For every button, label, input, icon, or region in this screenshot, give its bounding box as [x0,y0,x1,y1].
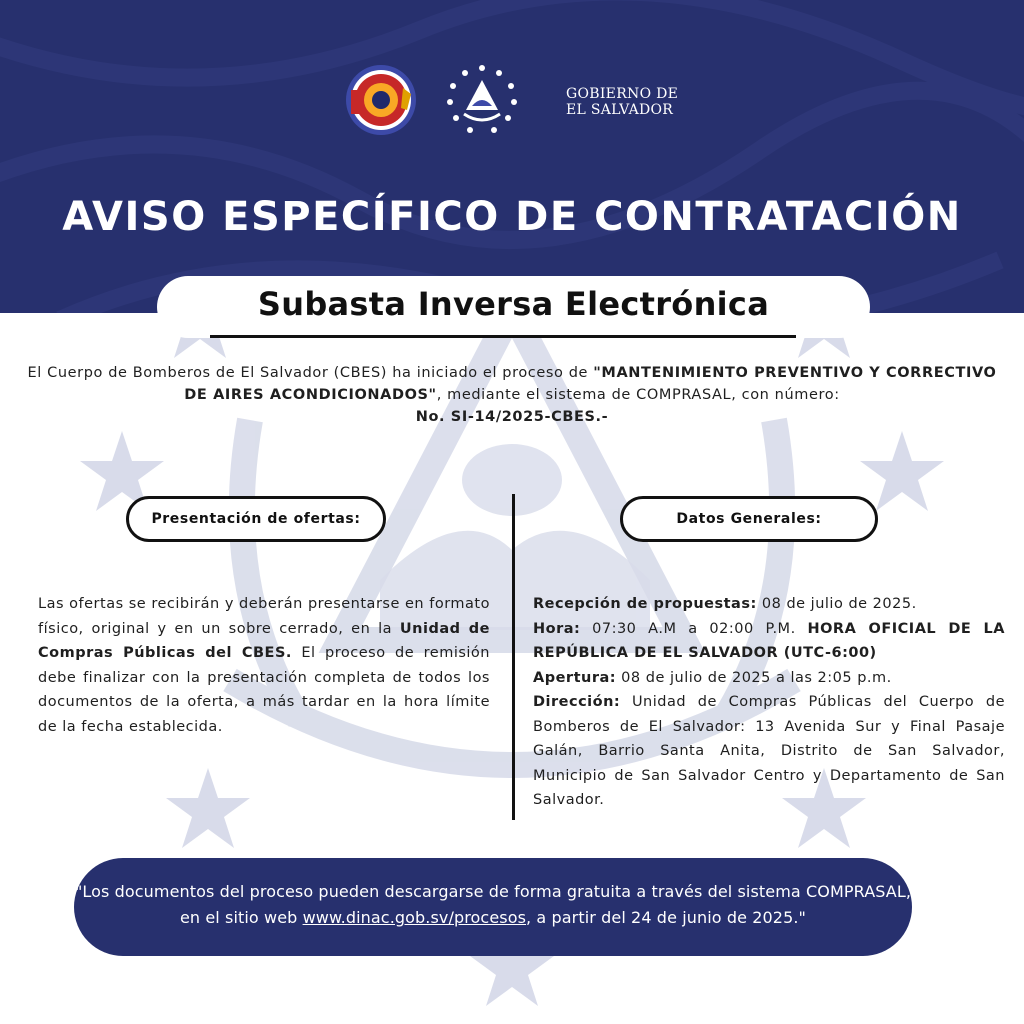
presentacion-text [38,592,490,739]
footer-text-1: "Los documentos del proceso pueden descargarse de forma gratuita a través del sistema COMPRASAL, en el sitio web [74,882,912,927]
direccion-row [533,690,1005,813]
intro-paragraph [20,362,1004,428]
footer-note [74,858,912,956]
hora-row [533,617,1005,666]
unidad-compras: Unidad de Compras Públicas del CBES. [38,620,490,661]
process-number: No. SI-14/2025-CBES.- [415,409,609,425]
presentacion-label: Presentación de ofertas: [126,496,386,542]
subtitle: Subasta Inversa Electrónica [257,285,770,323]
hora-label: Hora: [533,620,581,637]
subtitle-underline [210,335,796,338]
apertura-value: 08 de julio de 2025 a las 2:05 p.m. [616,669,892,686]
hora-oficial: HORA OFICIAL DE LA REPÚBLICA DE EL SALVADOR (UTC-6:00) [533,620,1005,661]
gobierno-line1: GOBIERNO DE [566,86,679,102]
recepcion-row [533,592,1005,617]
gobierno-line2: EL SALVADOR [566,102,674,118]
watermark-star-icon [860,431,944,511]
logo-row [0,62,1024,138]
procesos-link[interactable]: www.dinac.gob.sv/procesos [302,908,527,927]
bomberos-logo-icon [345,64,417,136]
apertura-label: Apertura: [533,669,617,686]
apertura-row [533,666,1005,691]
hora-value: 07:30 A.M a 02:00 P.M. [580,620,808,637]
direccion-value: Unidad de Compras Públicas del Cuerpo de Bomberos de El Salvador: 13 Avenida Sur y Final Pasaje Galán, Barrio Santa Anita, Distrito de San Salvador, Municipio de San Salvador Centro y Departamento de San Salvador. [533,694,1005,808]
intro-text: El Cuerpo de Bomberos de El Salvador (CBES) ha iniciado el proceso de [27,365,594,381]
process-name: "MANTENIMIENTO PREVENTIVO Y CORRECTIVO DE AIRES ACONDICIONADOS" [184,365,997,403]
intro-text-2: , mediante el sistema de COMPRASAL, con número: [436,387,840,403]
datos-generales-text [533,592,1005,813]
presentacion-text-1: Las ofertas se recibirán y deberán presentarse en formato físico, original y en un sobre cerrado, en la [38,596,490,637]
direccion-label: Dirección: [533,694,621,710]
datos-generales-label: Datos Generales: [620,496,878,542]
recepcion-label: Recepción de propuestas: [533,596,757,612]
column-divider [512,494,515,820]
page-title: AVISO ESPECÍFICO DE CONTRATACIÓN [62,194,962,240]
presentacion-text-2: El proceso de remisión debe finalizar con la presentación completa de todos los documentos de la oferta, a más tardar en la hora límite de la fecha establecida. [38,645,490,735]
subtitle-pill [157,276,870,338]
gobierno-wordmark [566,86,678,118]
watermark-star-icon [166,768,250,848]
footer-text-2: , a partir del 24 de junio de 2025." [526,908,806,927]
recepcion-value: 08 de julio de 2025. [756,596,917,612]
national-coat-of-arms-icon [444,62,520,138]
